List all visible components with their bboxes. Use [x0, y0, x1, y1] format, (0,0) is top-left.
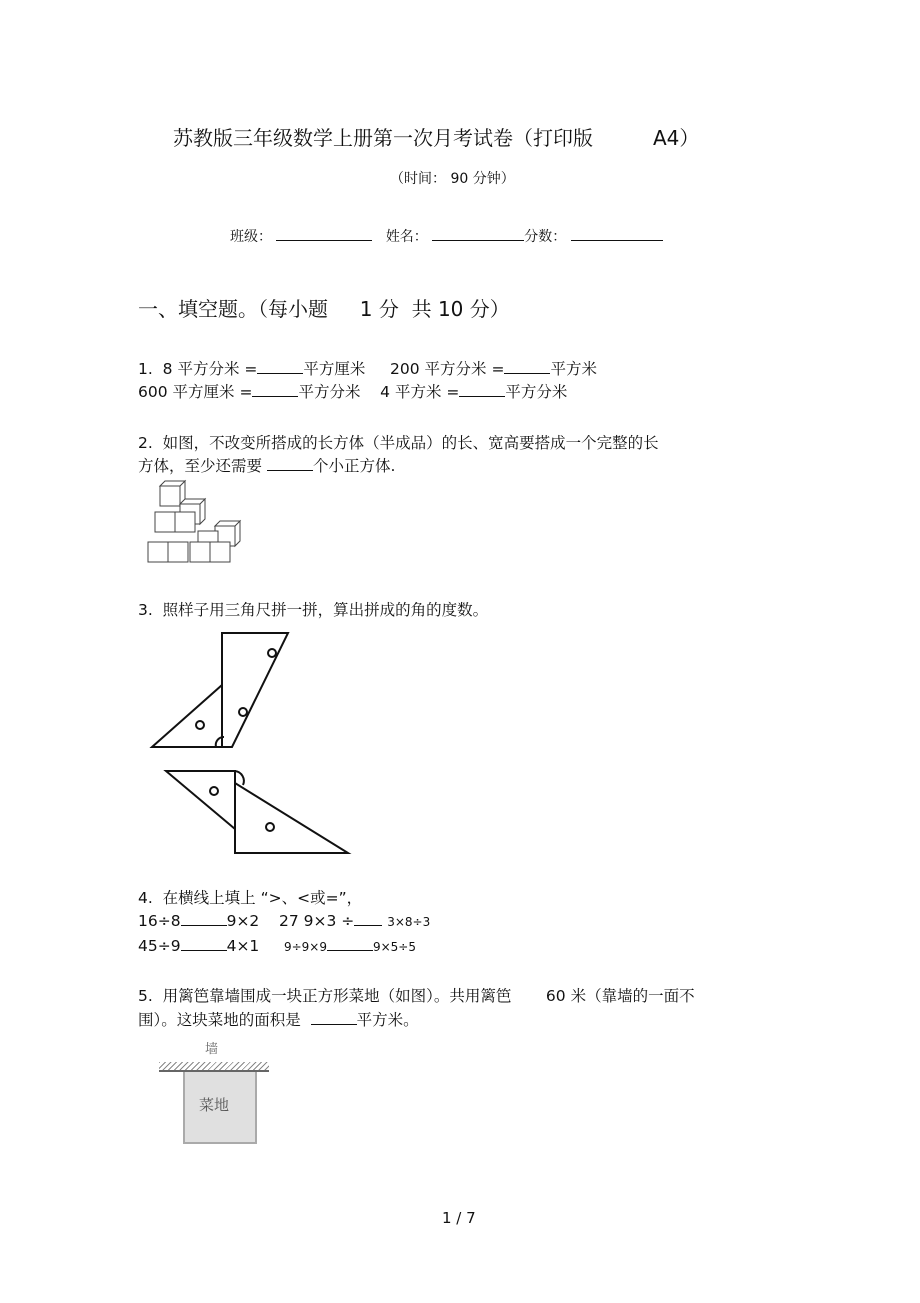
q5-prefix: 围）。这块菜地的面积是 — [138, 1011, 301, 1029]
q1-line2 — [138, 382, 567, 402]
q4-b-suffix: 3×8÷3 — [387, 915, 431, 929]
q4-c-suffix: 4×1 — [226, 937, 260, 955]
q5-number: 5. — [138, 987, 153, 1005]
q1-c-blank[interactable] — [252, 382, 298, 397]
class-label: 班级： — [230, 229, 272, 245]
q1-line1 — [138, 359, 597, 379]
q4-line1 — [138, 888, 362, 908]
garden-plot — [183, 1072, 257, 1144]
garden-figure — [155, 1038, 275, 1146]
q1-a-suffix: 平方厘米 — [303, 360, 366, 378]
q1-b-suffix: 平方米 — [550, 360, 597, 378]
q5-blank[interactable] — [311, 1010, 357, 1025]
student-info-line — [230, 206, 663, 247]
q1-a-prefix: 8 平方分米 = — [162, 360, 258, 378]
exam-time: （时间： 90 分钟） — [390, 171, 515, 187]
section-heading — [138, 297, 510, 321]
q2-number: 2. — [138, 434, 153, 452]
q4-c-prefix: 45÷9 — [138, 937, 181, 955]
q4-d-blank[interactable] — [327, 936, 373, 951]
q1-b-prefix: 200 平方分米 = — [390, 360, 505, 378]
wall-label: 墙 — [205, 1042, 219, 1057]
title-suffix: A4） — [653, 126, 700, 150]
q2-line2 — [138, 456, 395, 476]
q1-a-blank[interactable] — [257, 359, 303, 374]
q5-text: 用篱笆靠墙围成一块正方形菜地（如图）。共用篱笆 — [162, 987, 512, 1005]
q1-d-suffix: 平方分米 — [505, 383, 568, 401]
q4-line3 — [138, 936, 416, 957]
triangle-ruler-figure — [140, 625, 360, 860]
triangle-ruler-icon — [166, 771, 235, 829]
q2-text: 如图，不改变所搭成的长方体（半成品）的长、宽高要搭成一个完整的长 — [162, 434, 659, 452]
section-title: 一、填空题。（每小题 — [138, 297, 328, 321]
q2-line1 — [138, 433, 659, 453]
q2-blank[interactable] — [267, 456, 313, 471]
q5-suffix: 平方米。 — [356, 1011, 419, 1029]
class-field[interactable] — [276, 226, 372, 241]
q1-b-blank[interactable] — [504, 359, 550, 374]
score-label: 分数： — [524, 229, 567, 245]
q4-d-suffix: 9×5÷5 — [372, 940, 416, 954]
q1-c-suffix: 平方分米 — [298, 383, 361, 401]
q4-line2 — [138, 911, 430, 932]
q4-a-suffix: 9×2 — [226, 912, 260, 930]
name-field[interactable] — [432, 226, 524, 241]
score-field[interactable] — [571, 226, 663, 241]
q5-line2 — [138, 1010, 419, 1030]
q2-prefix: 方体，至少还需要 — [138, 457, 263, 475]
section-points: 1 分 共 10 分） — [359, 297, 510, 321]
name-label: 姓名： — [385, 229, 428, 245]
q4-text: 在横线上填上 “>、<或=”， — [162, 889, 363, 907]
garden-label: 菜地 — [199, 1096, 230, 1114]
q1-d-prefix: 4 平方米 = — [380, 383, 460, 401]
q4-a-prefix: 16÷8 — [138, 912, 181, 930]
q4-number: 4. — [138, 889, 153, 907]
q4-b-prefix: 27 9×3 ÷ — [279, 912, 355, 930]
q1-number: 1. — [138, 360, 153, 378]
q5-text-b: 60 米（靠墙的一面不 — [545, 987, 695, 1005]
q1-c-prefix: 600 平方厘米 = — [138, 383, 253, 401]
cube-stack-figure — [140, 476, 255, 571]
q2-suffix: 个小正方体. — [312, 457, 396, 475]
q4-b-blank[interactable] — [354, 911, 382, 926]
page-title — [173, 126, 699, 150]
q4-d-prefix: 9÷9×9 — [283, 940, 327, 954]
q3-text: 照样子用三角尺拼一拼，算出拼成的角的度数。 — [162, 601, 489, 619]
q3-number: 3. — [138, 601, 153, 619]
q1-d-blank[interactable] — [459, 382, 505, 397]
q4-c-blank[interactable] — [181, 936, 227, 951]
q4-a-blank[interactable] — [181, 911, 227, 926]
q3-line — [138, 600, 488, 620]
title-text: 苏教版三年级数学上册第一次月考试卷（打印版 — [173, 126, 593, 150]
page-number: 1 / 7 — [442, 1209, 476, 1227]
triangle-ruler-icon — [222, 633, 288, 747]
wall-hatch — [159, 1062, 269, 1072]
q5-line1 — [138, 986, 695, 1006]
